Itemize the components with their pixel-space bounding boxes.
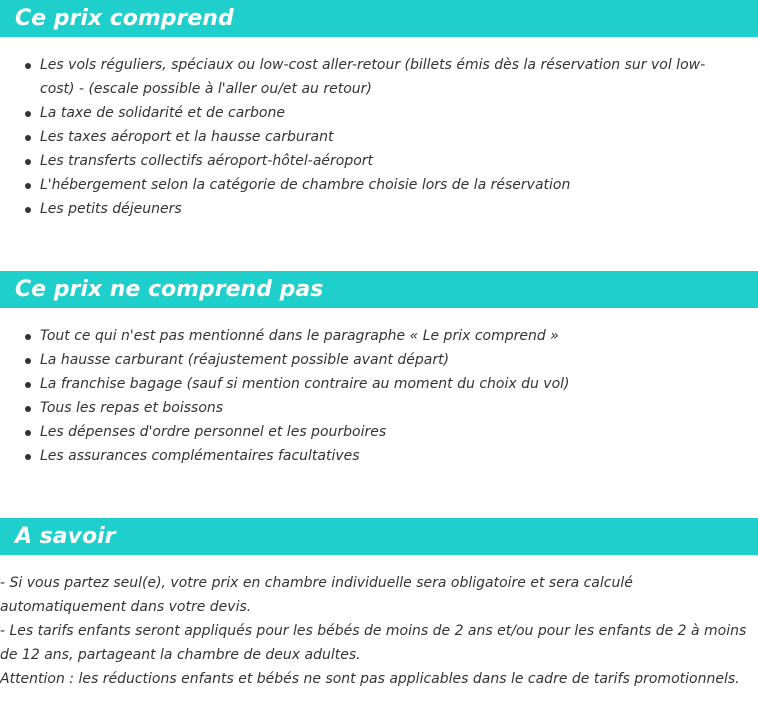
list-item-text: Les taxes aéroport et la hausse carburant <box>40 129 334 145</box>
bullet-icon <box>25 111 31 117</box>
list-item-text: La franchise bagage (sauf si mention contraire au moment du choix du vol) <box>40 376 570 392</box>
savoir-section-header <box>0 518 758 555</box>
list-item <box>0 173 730 197</box>
included-section-title: Ce prix comprend <box>15 6 234 31</box>
savoir-section-title: A savoir <box>15 524 116 549</box>
bullet-icon <box>25 358 31 364</box>
list-item-text: Les dépenses d'ordre personnel et les pourboires <box>40 424 387 440</box>
list-item <box>0 101 730 125</box>
bullet-icon <box>25 135 31 141</box>
list-item <box>0 149 730 173</box>
bullet-icon <box>25 63 31 69</box>
list-item-text: Les transferts collectifs aéroport-hôtel-aéroport <box>40 153 374 169</box>
included-list <box>0 53 730 221</box>
list-item <box>0 197 730 221</box>
list-item-text: La hausse carburant (réajustement possible avant départ) <box>40 352 450 368</box>
list-item <box>0 53 730 101</box>
savoir-paragraph: - Si vous partez seul(e), votre prix en chambre individuelle sera obligatoire et sera calculé automatiquement dans votre devis. <box>0 575 633 615</box>
bullet-icon <box>25 454 31 460</box>
list-item <box>0 324 730 348</box>
list-item-text: Les petits déjeuners <box>40 201 182 217</box>
list-item <box>0 372 730 396</box>
list-item-text: Les vols réguliers, spéciaux ou low-cost aller-retour (billets émis dès la réservation sur vol low-cost) - (escale possible à l'aller ou/et au retour) <box>40 57 706 97</box>
list-item <box>0 396 730 420</box>
savoir-text-block <box>0 571 756 691</box>
list-item-text: Tout ce qui n'est pas mentionné dans le paragraphe « Le prix comprend » <box>40 328 559 344</box>
excluded-section-title: Ce prix ne comprend pas <box>15 277 324 302</box>
excluded-list <box>0 324 730 468</box>
included-section-header <box>0 0 758 37</box>
list-item <box>0 444 730 468</box>
list-item <box>0 125 730 149</box>
bullet-icon <box>25 334 31 340</box>
bullet-icon <box>25 207 31 213</box>
bullet-icon <box>25 183 31 189</box>
bullet-icon <box>25 159 31 165</box>
list-item-text: Tous les repas et boissons <box>40 400 224 416</box>
list-item <box>0 420 730 444</box>
bullet-icon <box>25 382 31 388</box>
bullet-icon <box>25 406 31 412</box>
excluded-section-header <box>0 271 758 308</box>
savoir-paragraph: - Les tarifs enfants seront appliqués pour les bébés de moins de 2 ans et/ou pour les enfants de 2 à moins de 12 ans, partageant la chambre de deux adultes. <box>0 623 747 663</box>
savoir-paragraph: Attention : les réductions enfants et bébés ne sont pas applicables dans le cadre de tarifs promotionnels. <box>0 671 740 687</box>
list-item <box>0 348 730 372</box>
list-item-text: Les assurances complémentaires facultatives <box>40 448 360 464</box>
list-item-text: La taxe de solidarité et de carbone <box>40 105 285 121</box>
list-item-text: L'hébergement selon la catégorie de chambre choisie lors de la réservation <box>40 177 571 193</box>
bullet-icon <box>25 430 31 436</box>
